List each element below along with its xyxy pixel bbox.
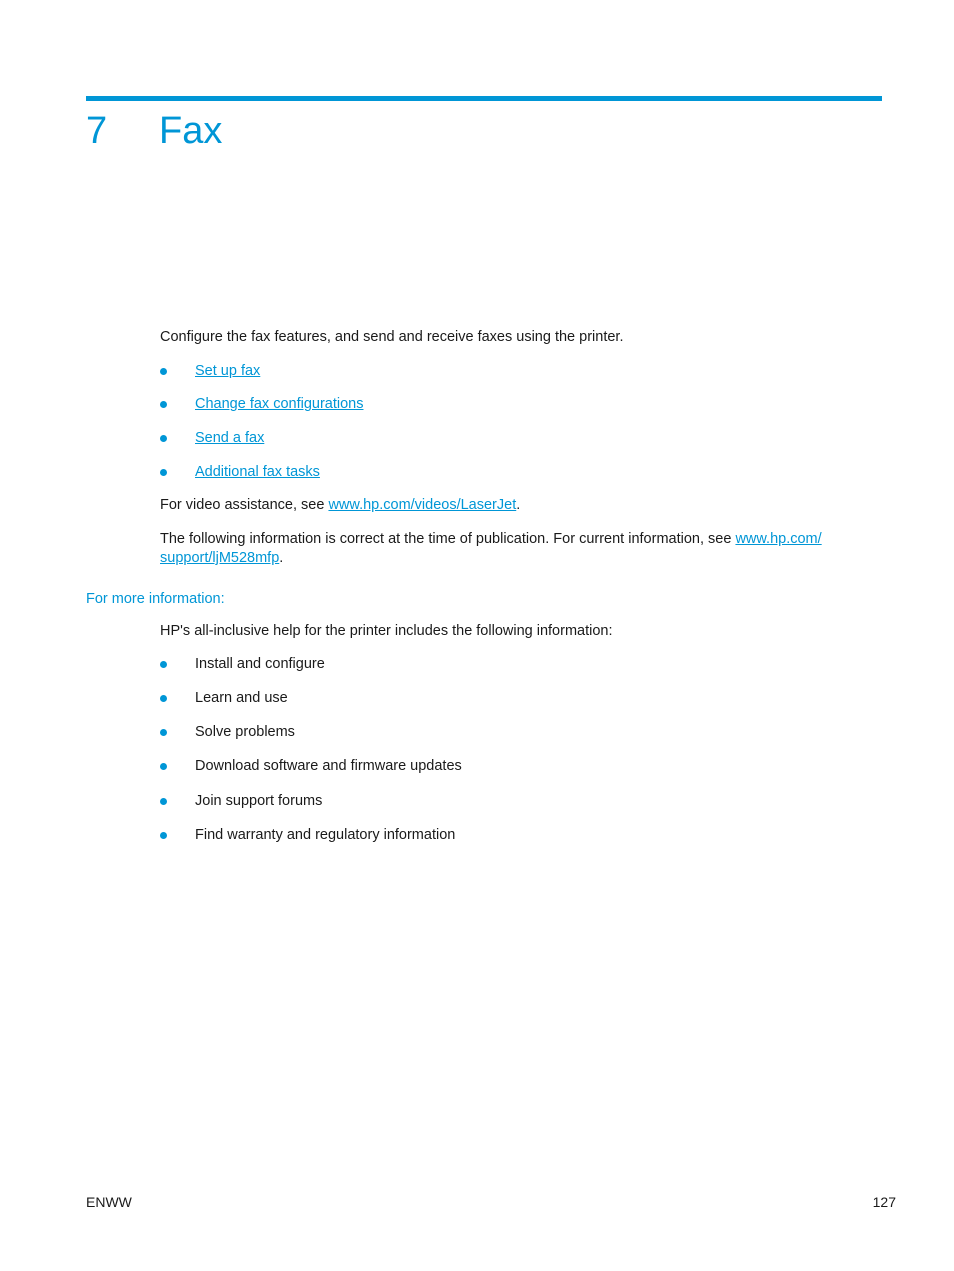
bullet-icon — [160, 469, 167, 476]
info-item: Download software and firmware updates — [195, 758, 462, 774]
bullet-icon — [160, 763, 167, 770]
intro-paragraph: Configure the fax features, and send and receive faxes using the printer. — [160, 329, 624, 345]
link-additional-fax-tasks[interactable]: Additional fax tasks — [195, 464, 320, 480]
link-videos-laserjet[interactable]: www.hp.com/videos/LaserJet — [328, 497, 517, 513]
video-paragraph — [160, 496, 850, 515]
video-suffix: . — [516, 497, 521, 513]
bullet-icon — [160, 832, 167, 839]
bullet-icon — [160, 695, 167, 702]
link-set-up-fax[interactable]: Set up fax — [195, 363, 261, 379]
info-item: Join support forums — [195, 793, 323, 809]
bullet-icon — [160, 368, 167, 375]
chapter-rule — [86, 96, 882, 101]
bullet-icon — [160, 435, 167, 442]
current-info-suffix: . — [279, 550, 284, 566]
video-prefix: For video assistance, see — [160, 497, 329, 513]
bullet-icon — [160, 401, 167, 408]
link-support-line1[interactable]: www.hp.com/ — [735, 531, 822, 547]
page-number: 127 — [872, 1194, 896, 1210]
chapter-number: 7 — [86, 110, 108, 152]
more-info-intro: HP's all-inclusive help for the printer includes the following information: — [160, 623, 613, 639]
bullet-icon — [160, 661, 167, 668]
footer-label: ENWW — [86, 1194, 132, 1210]
more-info-heading: For more information: — [86, 591, 225, 607]
chapter-title: Fax — [159, 110, 223, 152]
info-item: Learn and use — [195, 690, 288, 706]
bullet-icon — [160, 729, 167, 736]
current-info-paragraph — [160, 530, 850, 568]
info-item: Solve problems — [195, 724, 295, 740]
bullet-icon — [160, 798, 167, 805]
link-support-line2[interactable]: support/ljM528mfp — [160, 550, 280, 566]
current-info-prefix: The following information is correct at the time of publication. For current information, see — [160, 531, 736, 547]
link-send-a-fax[interactable]: Send a fax — [195, 430, 265, 446]
link-change-fax-configurations[interactable]: Change fax configurations — [195, 396, 364, 412]
info-item: Find warranty and regulatory information — [195, 827, 456, 843]
info-item: Install and configure — [195, 656, 325, 672]
